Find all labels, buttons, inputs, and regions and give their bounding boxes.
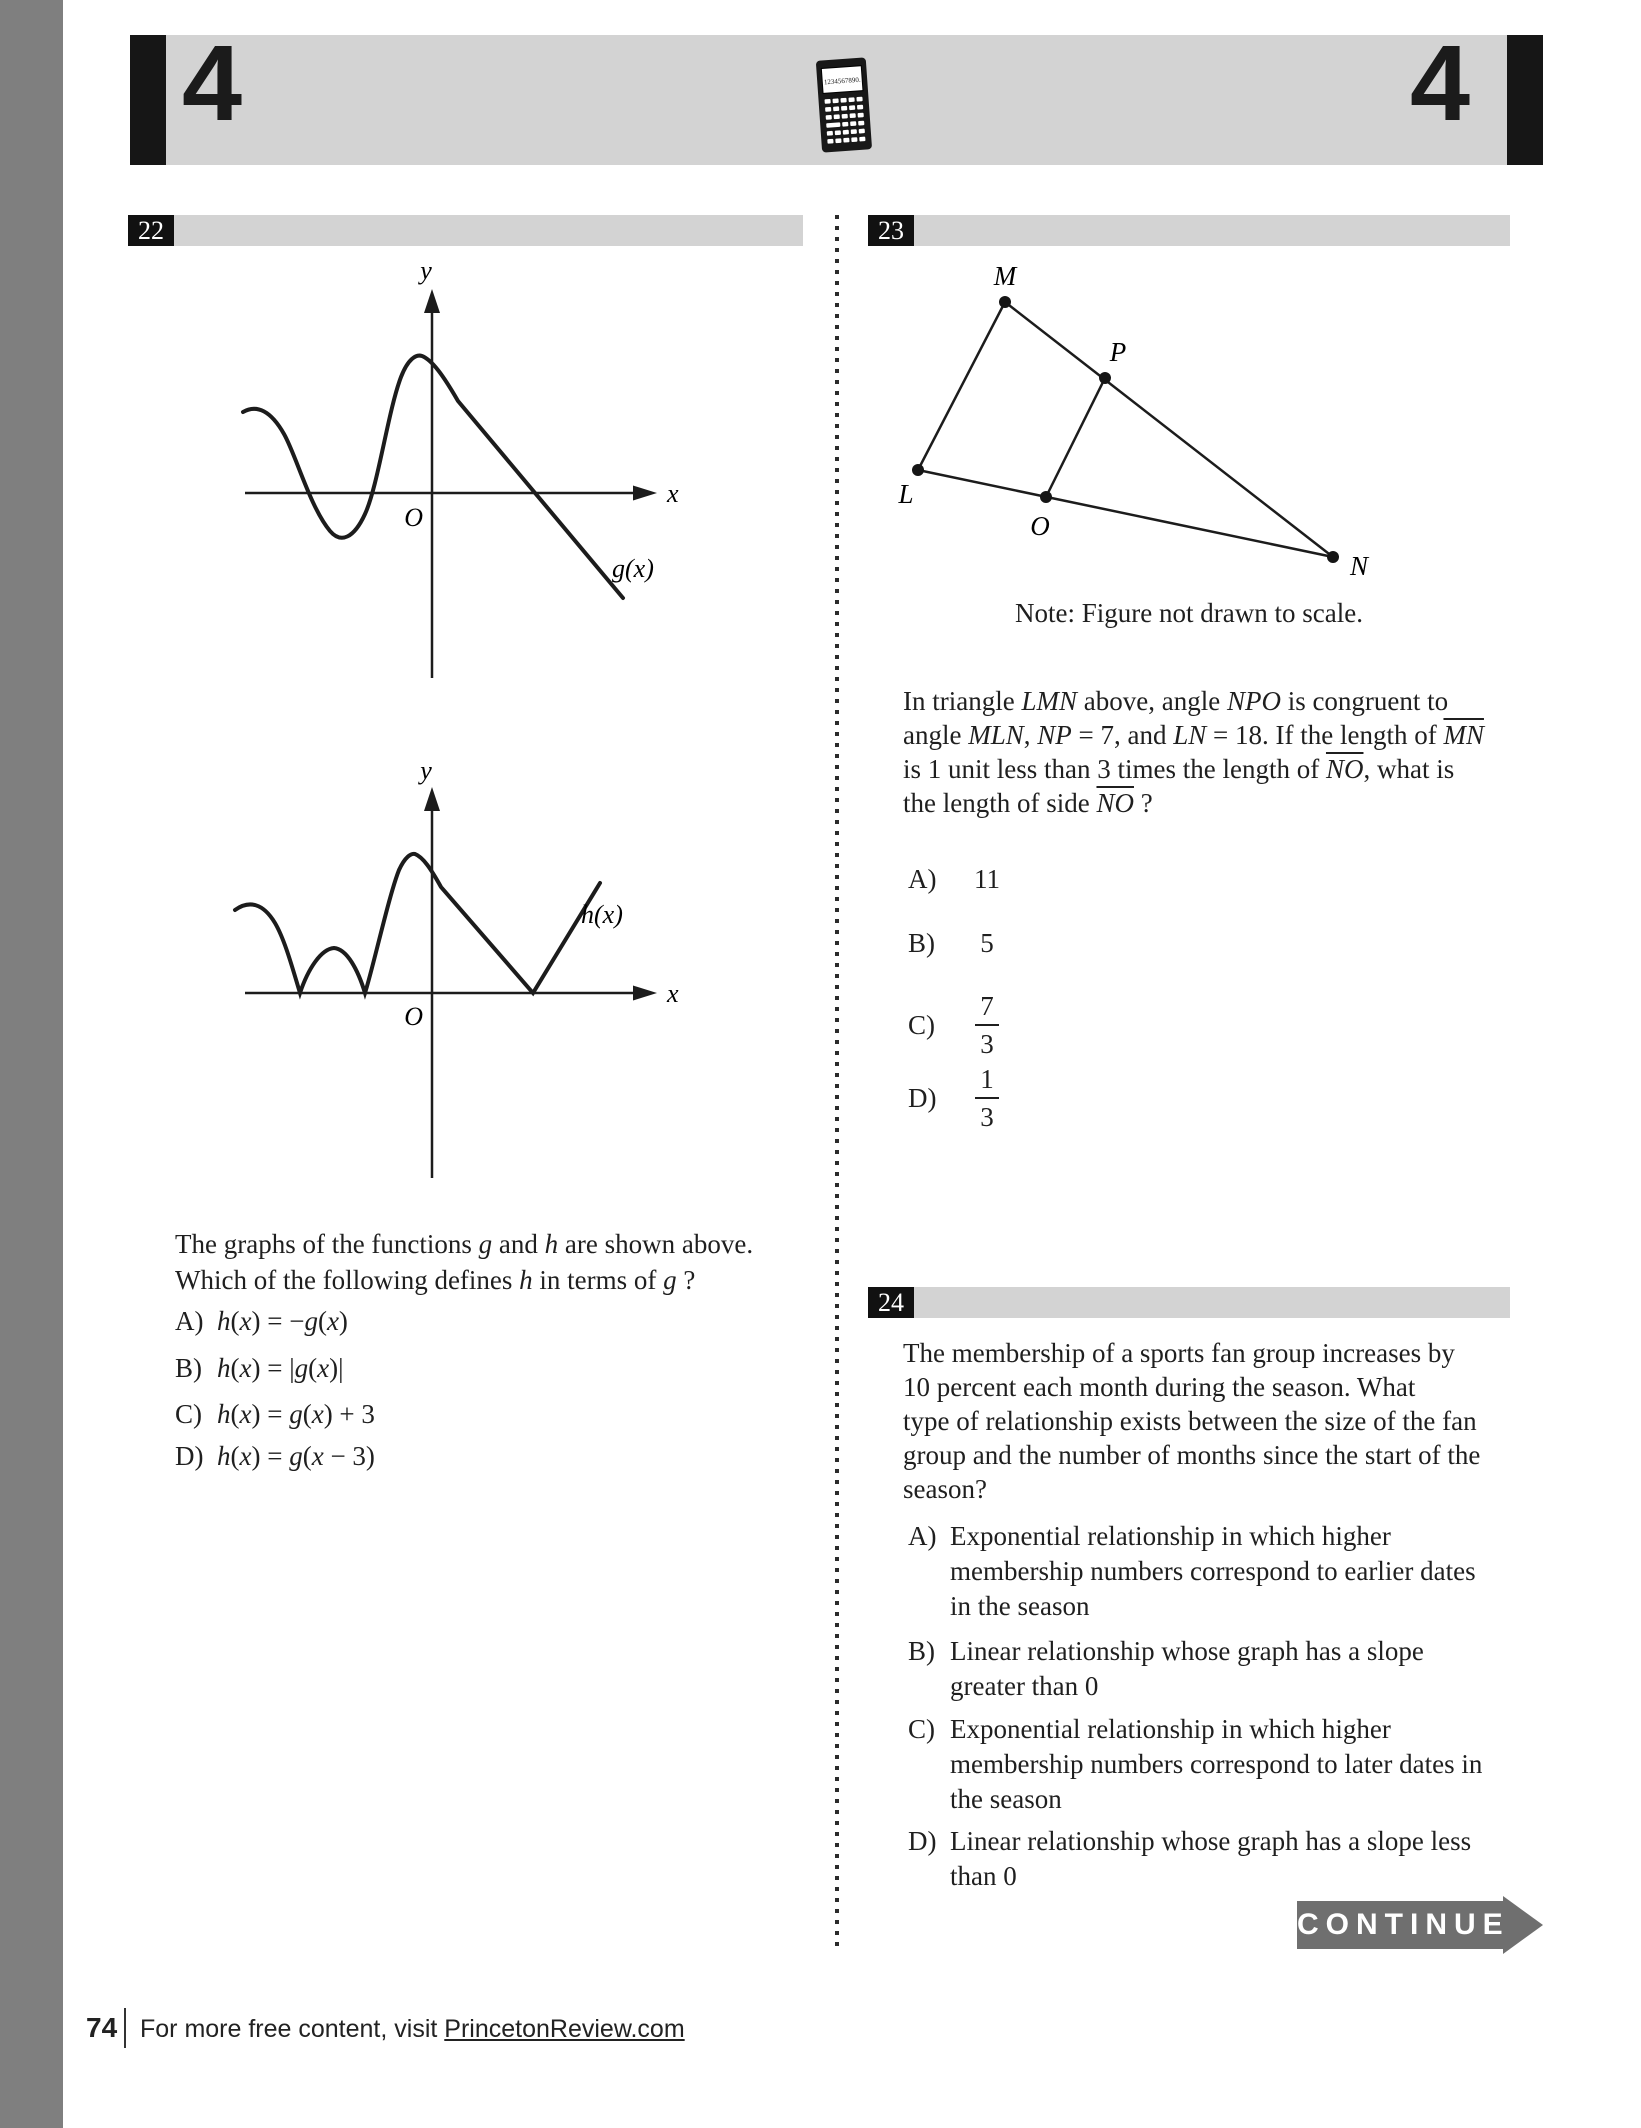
choice-text: Exponential relationship in which higher membership numbers correspond to earlier dates in the season xyxy=(950,1521,1476,1621)
q22-choice-d xyxy=(175,1439,375,1473)
q23-choice-d xyxy=(908,1063,1010,1133)
vertex-label-o: O xyxy=(1030,511,1050,541)
graph-g-curve-label: g(x) xyxy=(612,554,654,583)
choice-value: 5 xyxy=(980,928,994,958)
q22-number: 22 xyxy=(128,215,174,246)
graph-g-yaxis-arrow xyxy=(424,289,440,313)
footer-divider xyxy=(124,2008,126,2048)
fraction-value xyxy=(964,991,1010,1059)
footer-text-prefix: For more free content, visit xyxy=(140,2015,445,2043)
graph-h-curve-label: h(x) xyxy=(581,900,623,929)
q23-choice-b xyxy=(908,926,1010,960)
vertex-label-l: L xyxy=(898,479,914,509)
graph-h-ylabel: y xyxy=(420,765,432,785)
vertex-label-p: P xyxy=(1109,337,1127,367)
q22-choice-b xyxy=(175,1351,344,1385)
choice-letter: D) xyxy=(908,1083,937,1113)
choice-letter: C) xyxy=(908,1714,935,1744)
q23-choice-a xyxy=(908,862,1010,896)
choice-text: h(x) = g(x) + 3 xyxy=(217,1399,375,1429)
calculator-display: 1234567890. xyxy=(823,75,861,87)
q23-number: 23 xyxy=(868,215,914,246)
q24-prompt: The membership of a sports fan group increases by 10 percent each month during the season. What type of relationship exists between the size of the fan group and the number of months since the start of the season? xyxy=(903,1338,1481,1504)
graph-g-origin-label: O xyxy=(404,503,423,532)
fraction-denominator: 3 xyxy=(980,1029,994,1059)
q22-header-bar xyxy=(128,215,803,246)
choice-letter: A) xyxy=(908,864,937,894)
choice-letter: D) xyxy=(175,1441,204,1471)
choice-letter: B) xyxy=(908,928,935,958)
graph-h-axes xyxy=(245,805,635,1178)
fraction-numerator: 1 xyxy=(975,1064,999,1099)
footer-page-number: 74 xyxy=(86,2012,118,2043)
choice-letter: B) xyxy=(908,1636,935,1666)
fraction-value xyxy=(964,1064,1010,1132)
footer-text xyxy=(140,2015,685,2044)
q23-prompt: In triangle LMN above, angle NPO is congruent to angle MLN, NP = 7, and LN = 18. If the length of $\overline{MN}$ is 1 unit less than 3 times the length of $\overline{NO}$, what is the length of side $\overline{NO}$ ? xyxy=(903,686,1484,818)
vertex-label-m: M xyxy=(993,261,1017,291)
choice-letter: C) xyxy=(175,1399,202,1429)
section-number-right: 4 xyxy=(1410,22,1471,143)
q24-number: 24 xyxy=(868,1287,914,1318)
choice-letter: D) xyxy=(908,1826,937,1856)
q23-triangle-figure xyxy=(868,255,1518,585)
q22-graph-g xyxy=(175,255,690,700)
q22-prompt: The graphs of the functions g and h are shown above. Which of the following defines h in terms of g ? xyxy=(175,1229,754,1295)
vertex-label-n: N xyxy=(1350,551,1369,581)
choice-text: Exponential relationship in which higher membership numbers correspond to later dates in the season xyxy=(950,1714,1483,1814)
choice-letter: B) xyxy=(175,1353,202,1383)
graph-h-yaxis-arrow xyxy=(424,787,440,811)
graph-h-origin-label: O xyxy=(404,1002,423,1031)
page-edge-strip xyxy=(0,0,63,2128)
continue-button[interactable]: CONTINUE xyxy=(1297,1901,1503,1949)
graph-g-xlabel: x xyxy=(667,479,679,508)
q24-choice-a xyxy=(908,1519,1488,1624)
graph-h-curve xyxy=(235,854,600,993)
choice-letter: A) xyxy=(908,1521,937,1551)
q22-graph-h xyxy=(175,765,690,1200)
choice-text: Linear relationship whose graph has a slope greater than 0 xyxy=(950,1636,1424,1701)
choice-text: h(x) = g(x − 3) xyxy=(217,1441,375,1471)
calculator-icon xyxy=(814,56,874,156)
choice-text: h(x) = |g(x)| xyxy=(217,1353,344,1383)
column-divider-dotted xyxy=(835,215,839,1948)
header-right-bar xyxy=(1507,35,1543,165)
graph-g-xaxis-arrow xyxy=(633,486,657,501)
header-left-bar xyxy=(130,35,166,165)
q23-header-bar xyxy=(868,215,1510,246)
q22-choice-a xyxy=(175,1304,348,1338)
q24-choice-b xyxy=(908,1634,1488,1704)
graph-h-xaxis-arrow xyxy=(633,986,657,1001)
choice-letter: A) xyxy=(175,1306,204,1336)
q24-header-bar xyxy=(868,1287,1510,1318)
graph-g-ylabel: y xyxy=(420,256,432,285)
q23-choice-c xyxy=(908,990,1010,1060)
graph-h-xlabel: x xyxy=(667,979,679,1008)
choice-text: Linear relationship whose graph has a slope less than 0 xyxy=(950,1826,1472,1891)
q23-figure-note: Note: Figure not drawn to scale. xyxy=(1015,598,1363,628)
fraction-numerator: 7 xyxy=(975,991,999,1026)
section-number-left: 4 xyxy=(182,22,243,143)
graph-g-axes xyxy=(245,307,635,678)
q24-choice-c xyxy=(908,1712,1488,1817)
q24-choice-d xyxy=(908,1824,1488,1894)
q22-choice-c xyxy=(175,1397,375,1431)
footer-link[interactable]: PrincetonReview.com xyxy=(444,2015,685,2043)
fraction-denominator: 3 xyxy=(980,1102,994,1132)
choice-letter: C) xyxy=(908,1010,935,1040)
choice-text: h(x) = −g(x) xyxy=(217,1306,348,1336)
continue-arrow-icon xyxy=(1503,1896,1543,1954)
choice-value: 11 xyxy=(974,864,1000,894)
